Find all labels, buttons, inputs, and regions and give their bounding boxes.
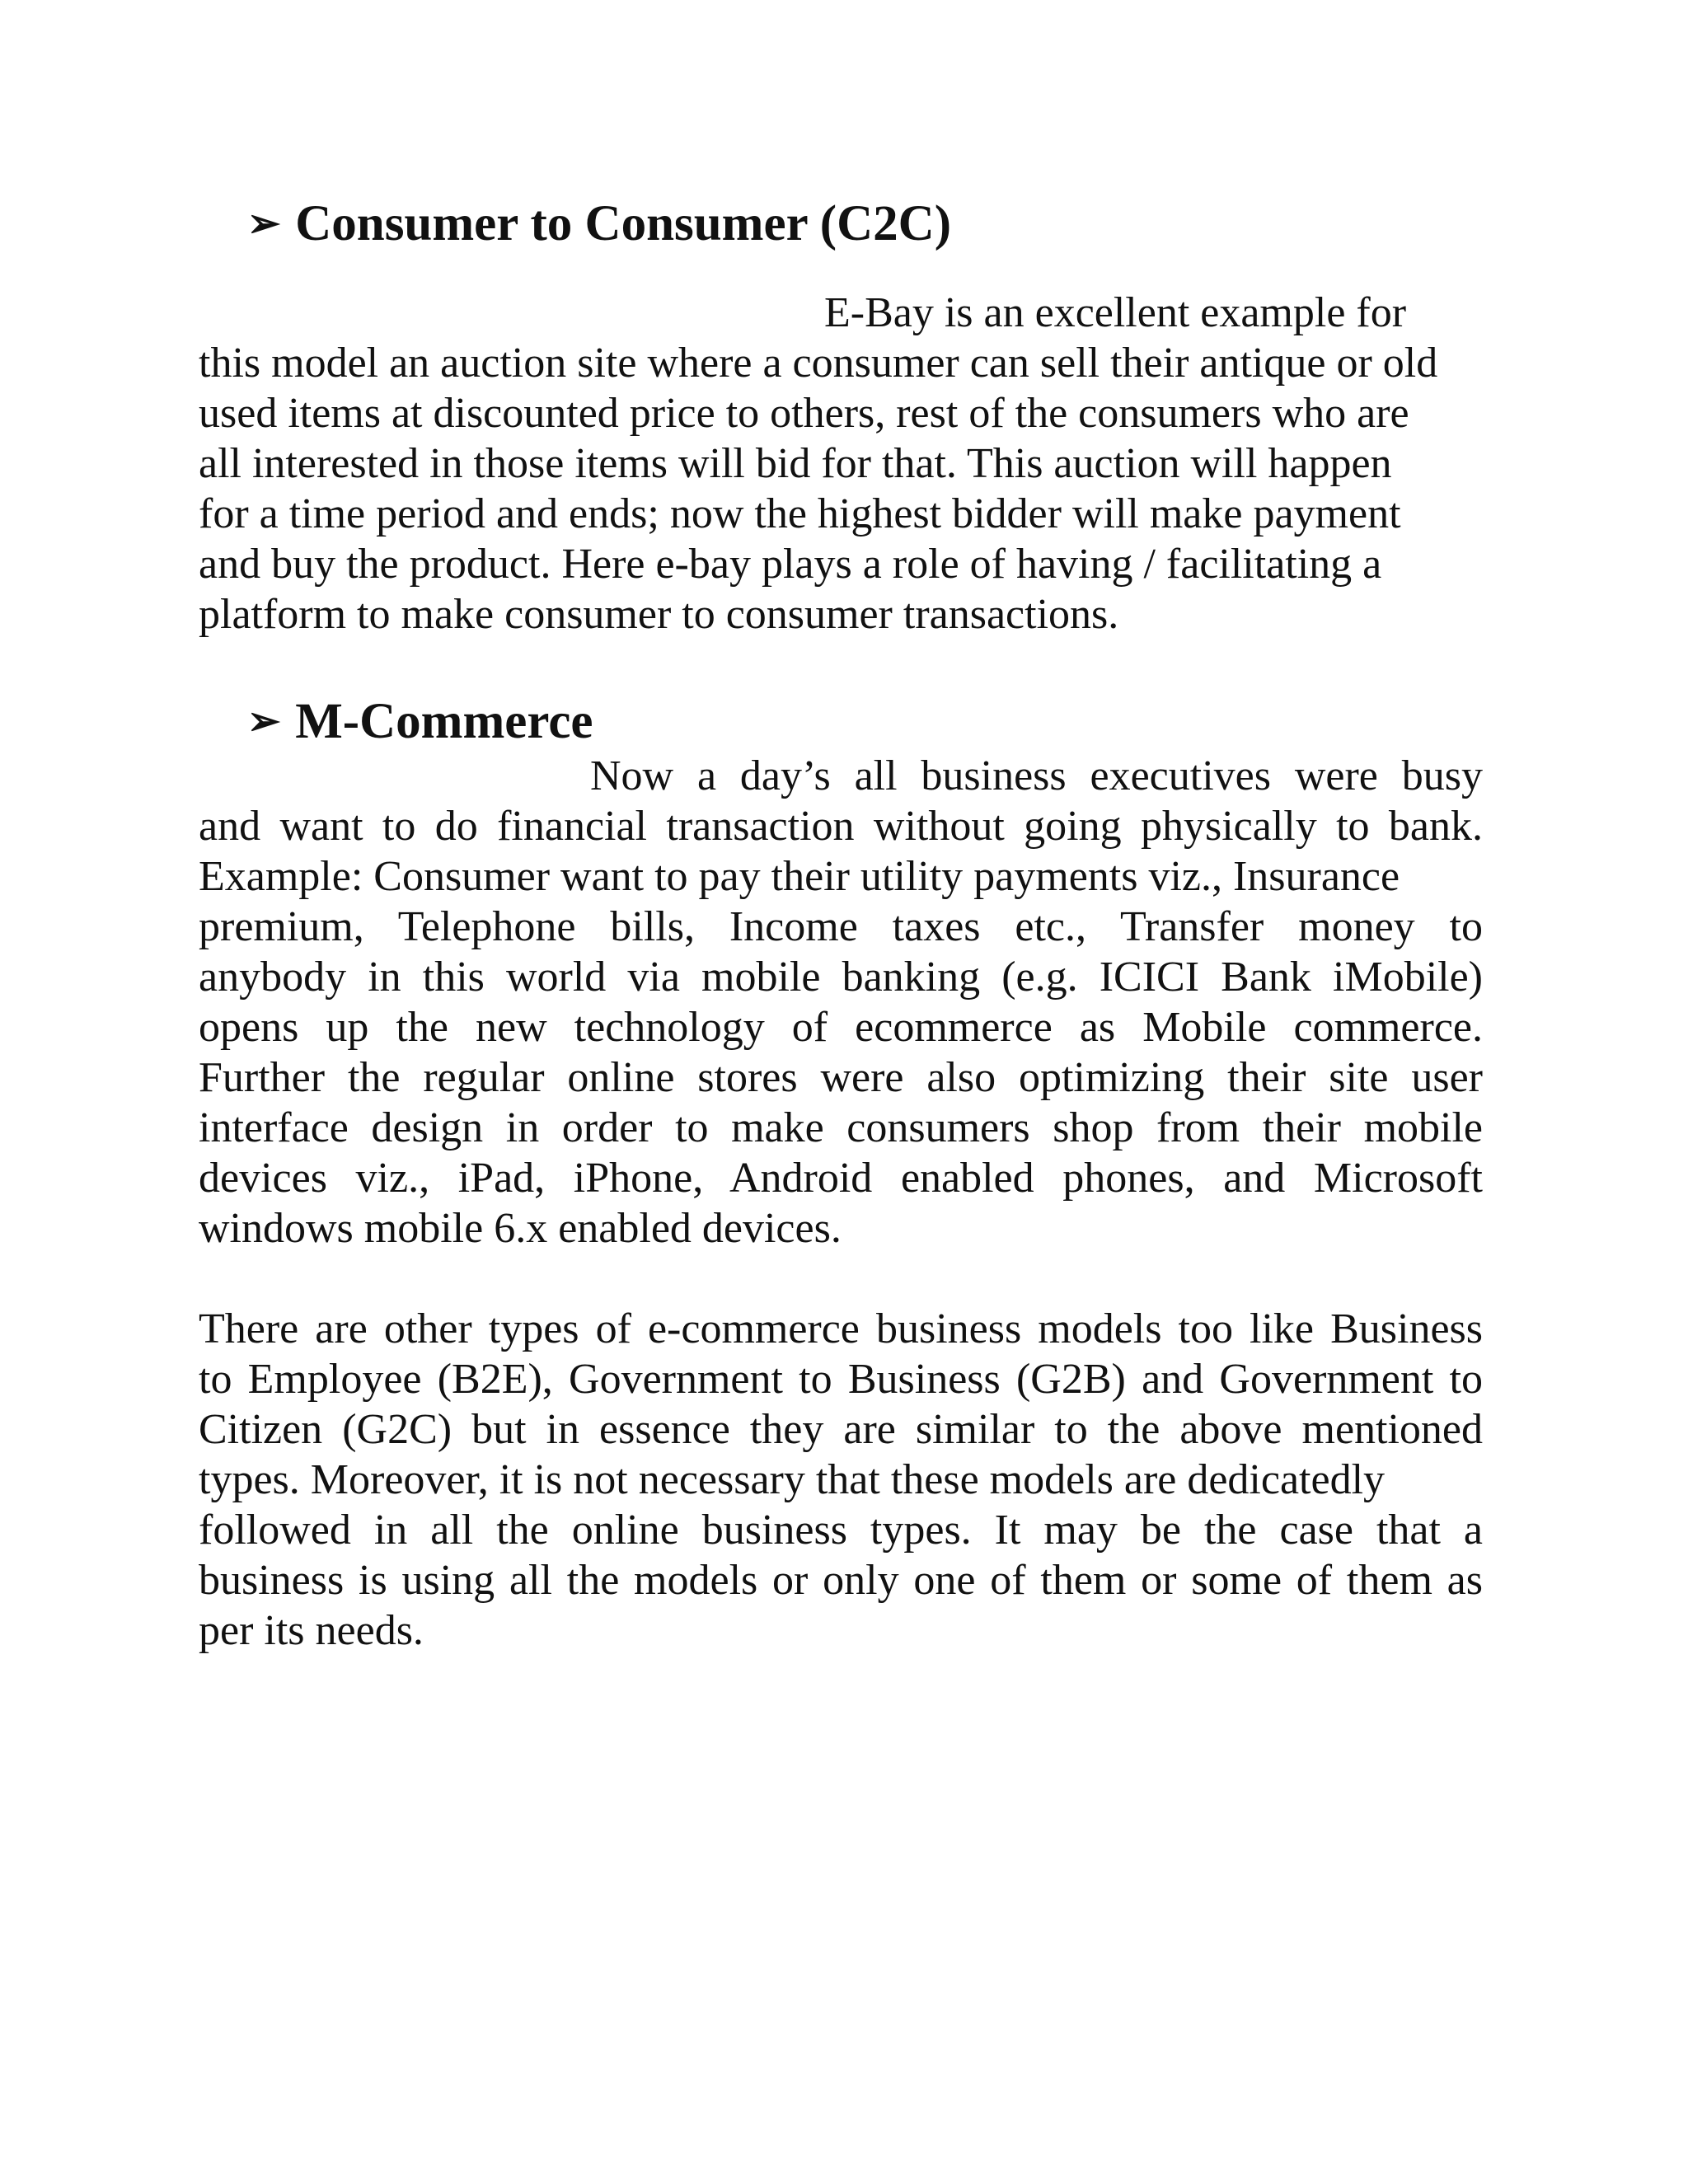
c2c-line-4: all interested in those items will bid for that. This auction will happen <box>199 440 1392 487</box>
mcommerce-line-5: anybody in this world via mobile banking (e.g. ICICI Bank iMobile) <box>199 954 1483 1001</box>
heading-m-commerce-text: M-Commerce <box>295 694 593 749</box>
closing-line-6: business is using all the models or only one of them or some of them as <box>199 1557 1483 1604</box>
c2c-line-1: E-Bay is an excellent example for <box>824 289 1407 336</box>
heading-c2c-text: Consumer to Consumer (C2C) <box>295 196 952 251</box>
heading-m-commerce <box>247 692 593 752</box>
mcommerce-line-1: Now a day’s all business executives were busy <box>590 752 1483 799</box>
mcommerce-line-6: opens up the new technology of ecommerce as Mobile commerce. <box>199 1004 1483 1051</box>
c2c-line-6: and buy the product. Here e-bay plays a role of having / facilitating a <box>199 541 1382 588</box>
mcommerce-line-10: windows mobile 6.x enabled devices. <box>199 1205 842 1252</box>
mcommerce-line-7: Further the regular online stores were also optimizing their site user <box>199 1054 1483 1101</box>
closing-line-7: per its needs. <box>199 1607 424 1654</box>
closing-line-4: types. Moreover, it is not necessary that these models are dedicatedly <box>199 1456 1386 1503</box>
heading-c2c <box>247 194 951 254</box>
arrowhead-bullet-icon: ➢ <box>247 700 281 743</box>
closing-line-3: Citizen (G2C) but in essence they are similar to the above mentioned <box>199 1406 1483 1453</box>
c2c-line-3: used items at discounted price to others, rest of the consumers who are <box>199 390 1409 437</box>
c2c-line-2: this model an auction site where a consumer can sell their antique or old <box>199 340 1438 387</box>
mcommerce-line-2: and want to do financial transaction without going physically to bank. <box>199 803 1483 850</box>
c2c-line-5: for a time period and ends; now the highest bidder will make payment <box>199 490 1401 537</box>
mcommerce-line-3: Example: Consumer want to pay their utility payments viz., Insurance <box>199 853 1400 900</box>
closing-line-5: followed in all the online business types. It may be the case that a <box>199 1507 1483 1554</box>
mcommerce-line-8: interface design in order to make consumers shop from their mobile <box>199 1104 1483 1151</box>
mcommerce-line-9: devices viz., iPad, iPhone, Android enabled phones, and Microsoft <box>199 1155 1483 1202</box>
c2c-line-7: platform to make consumer to consumer transactions. <box>199 591 1119 638</box>
mcommerce-line-4: premium, Telephone bills, Income taxes etc., Transfer money to <box>199 903 1483 950</box>
closing-line-1: There are other types of e-commerce business models too like Business <box>199 1305 1483 1352</box>
arrowhead-bullet-icon: ➢ <box>247 202 281 246</box>
closing-line-2: to Employee (B2E), Government to Business (G2B) and Government to <box>199 1356 1483 1403</box>
